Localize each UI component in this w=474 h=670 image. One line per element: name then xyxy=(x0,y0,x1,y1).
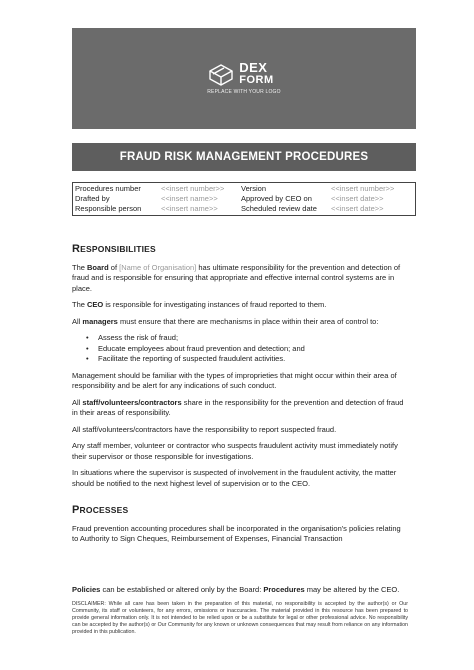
meta-value: <<insert name>> xyxy=(161,194,218,203)
logo xyxy=(207,62,281,95)
document-title: FRAUD RISK MANAGEMENT PROCEDURES xyxy=(72,143,416,171)
section-heading-responsibilities: RESPONSIBILITIES xyxy=(72,243,156,255)
meta-label: Procedures number xyxy=(75,184,141,193)
list-item: • Assess the risk of fraud; xyxy=(86,333,408,344)
meta-label: Responsible person xyxy=(75,204,142,213)
meta-label: Drafted by xyxy=(75,194,110,203)
list-item: • Educate employees about fraud prevention and detection; and xyxy=(86,344,408,355)
policies-note: Policies can be established or altered only by the Board: Procedures may be altered by the CEO. xyxy=(72,585,400,594)
meta-label: Version xyxy=(241,184,267,193)
metadata-table xyxy=(72,182,416,216)
paragraph: All managers must ensure that there are mechanisms in place within their area of control to: xyxy=(72,316,379,326)
stacked-documents-icon xyxy=(207,62,235,86)
paragraph: The Board of [Name of Organisation] has ultimate responsibility for the prevention and detection of fraud and is responsible for ensuring that appropriate and effective internal control systems are in place. xyxy=(72,262,401,293)
logo-placeholder xyxy=(72,28,416,129)
document-footer xyxy=(72,585,408,636)
disclaimer: DISCLAIMER: While all care has been taken in the preparation of this material, no responsibility is accepted by the author(s) or Our Community, its staff or volunteers, for any errors, omissions or inaccuracies. The material provided in this resource has been prepared to provide general information only. It is not intended to be relied upon or be a substitute for legal or other professional advice. No responsibility can be accepted by the author(s) or Our Community for any known or unknown consequences that may result from reliance on any information provided in this publication. xyxy=(72,601,408,635)
meta-value: <<insert name>> xyxy=(161,204,218,213)
paragraph: Fraud prevention accounting procedures shall be incorporated in the organisation's policies relating to Authority to Sign Cheques, Reimbursement of Expenses, Financial Transaction xyxy=(72,523,401,543)
meta-value: <<insert number>> xyxy=(161,184,225,193)
meta-label: Scheduled review date xyxy=(241,204,317,213)
paragraph: Management should be familiar with the types of improprieties that might occur within their area of responsibility and be alert for any indications of such conduct. xyxy=(72,370,397,390)
meta-label: Approved by CEO on xyxy=(241,194,312,203)
bullet-list xyxy=(86,333,408,365)
paragraph: All staff/volunteers/contractors have the responsibility to report suspected fraud. xyxy=(72,424,337,434)
meta-value: <<insert number>> xyxy=(331,184,395,193)
list-item: • Facilitate the reporting of suspected fraudulent activities. xyxy=(86,354,408,365)
meta-value: <<insert date>> xyxy=(331,194,384,203)
logo-line-2: FORM xyxy=(239,74,274,86)
paragraph: All staff/volunteers/contractors share in the responsibility for the prevention and detection of fraud in their areas of responsibility. xyxy=(72,397,404,417)
paragraph: In situations where the supervisor is suspected of involvement in the fraudulent activity, the matter should be notified to the next highest level of supervision or to the CEO. xyxy=(72,468,397,488)
paragraph: The CEO is responsible for investigating instances of fraud reported to them. xyxy=(72,300,327,309)
section-heading-processes: PROCESSES xyxy=(72,504,129,516)
logo-tagline: REPLACE WITH YOUR LOGO xyxy=(207,89,281,95)
logo-wordmark xyxy=(239,62,273,86)
meta-value: <<insert date>> xyxy=(331,204,384,213)
document-body xyxy=(72,244,408,551)
paragraph: Any staff member, volunteer or contractor who suspects fraudulent activity must immediately notify their supervisor or those responsible for investigations. xyxy=(72,441,398,461)
logo-line-1: DEX xyxy=(239,60,268,75)
